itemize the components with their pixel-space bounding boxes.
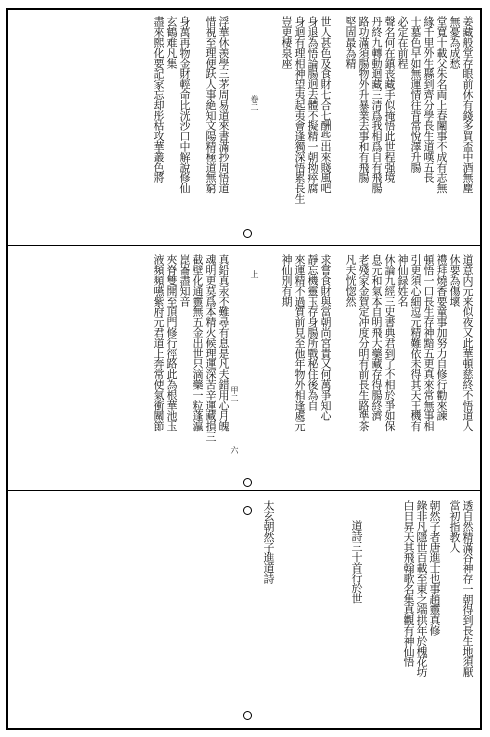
circle-marker [243,506,252,515]
text-column: 太玄朝然子進道詩 [262,500,275,584]
text-column: 息元和氣本自明飛大藥藏存得腸終濟 [370,254,383,421]
text-column: 身退為悟論腸迥去體不擬精一朝拗瘁腐 [306,16,319,193]
text-column: 來運精不過質前見至他年物外相逢處元 [293,254,306,431]
text-column: 引更須心細逗元精難依未得其天王機有 [409,254,422,431]
marginal-note: 上 [250,270,259,278]
text-column: 聲名何在鎮丧藏手似掩悟此世程强境 [383,16,396,183]
text-column: 堅固最為精 [344,16,357,69]
text-column: 求嘗食財與當朝尚宮貴又何萬爭知心 [319,254,332,421]
text-column: 身迴有理相神望夷起夷會逢獨深悟累長生 [293,16,306,204]
text-column: 崑崙盡知音 [178,254,191,307]
text-column: 魂明更莫爲本精火候理運深苦辛運藏損三 [204,254,217,442]
text-column: 世人甚色及食財七合七酬些出來賤風吧 [319,16,332,193]
text-column: 錄非凡隱世百載至東之端拱年於槐花坊 [415,500,428,677]
text-column: 盡來熙化要記家忘却彤枯攻華叢色將 [152,16,165,183]
text-column: 無憂為成愁 [448,16,461,69]
text-column: 朝然子者唐進士也事趙靈真修 [428,500,441,636]
text-column: 路功滿須腸物外升暴業去事和有飛腸 [357,16,370,183]
text-column: 透自然精滿谷神存一朝得到長生地須厭 [461,500,474,677]
text-column: 頓悟一口長生存神黯五更真來常無事相 [422,254,435,431]
marginal-note: 卷二 [250,95,259,111]
text-column: 凡夫恍惚然 [344,254,357,307]
text-column: 神仙録姓名 [396,254,409,307]
text-column: 堂寬十載父朱名両上春闈事不成有志無 [435,16,448,193]
circle-marker [243,711,252,720]
text-column: 當初指教人 [448,500,461,553]
text-column: 神仙別有期 [280,254,293,307]
text-column: 真鉛真汞不難尋有息是凡夫錯用心月魄 [217,254,230,431]
text-column: 休要為傷壞 [448,254,461,307]
text-column: 休論九經三史書典君到了不相於爭如保 [383,254,396,431]
text-column: 靜忘機靈玉存身腸所戰秘住後為自 [306,254,319,411]
text-column: 液頻頻嚥紫府元君道上奔常使氣衝關節 [152,254,165,431]
circle-marker [243,229,252,238]
text-column: 豈更棲泉座 [280,16,293,69]
marginal-note: 六 [230,446,239,454]
text-column: 玄鶴难凡集 [165,16,178,69]
circle-marker [243,478,252,487]
text-column: 緣千里外生縣到齊分學長生道嘆五長 [422,16,435,183]
text-column: 老殘家金賀定冲度分明有前長生路準茶 [357,254,370,431]
text-column: 白日昇天其飛翰歌名集真觀有神仙悟 [402,500,415,667]
text-column: 禮拜燒香要童事加努力自修行勸來諫 [435,254,448,421]
text-column: 截壁化通靈無五金出世只滴藥一粒蓬瀛 [191,254,204,431]
text-column: 惜視至理便跃人事絶知文陽精極道無窮 [204,16,217,193]
text-column: 夾脊雙開至頂門修行徑路此為根華池玉 [165,254,178,431]
text-column: 士墓色早如無運情往背常悅澤升腸 [409,16,422,173]
section-divider-upper [6,245,482,246]
text-column: 必定在前程 [396,16,409,69]
text-column: 丹終九轉動迴藏三清爲我相爲自有飛腸 [370,16,383,193]
text-column: 浮華休羡學三茅周易道來書滿抄周悟道 [217,16,230,193]
marginal-note: 甲二 [230,386,239,402]
text-column: 身萬再物金財輕命比洸沙口中解說修仙 [178,16,191,193]
text-column: 道詩三十首行於世 [350,520,363,604]
text-column: 姜藏般堂存眼前休有錢多買盃中酒無塵 [461,16,474,193]
section-divider-lower [6,490,482,491]
text-column: 道意内元来似夜又此華頓慈終不悟道人 [461,254,474,431]
